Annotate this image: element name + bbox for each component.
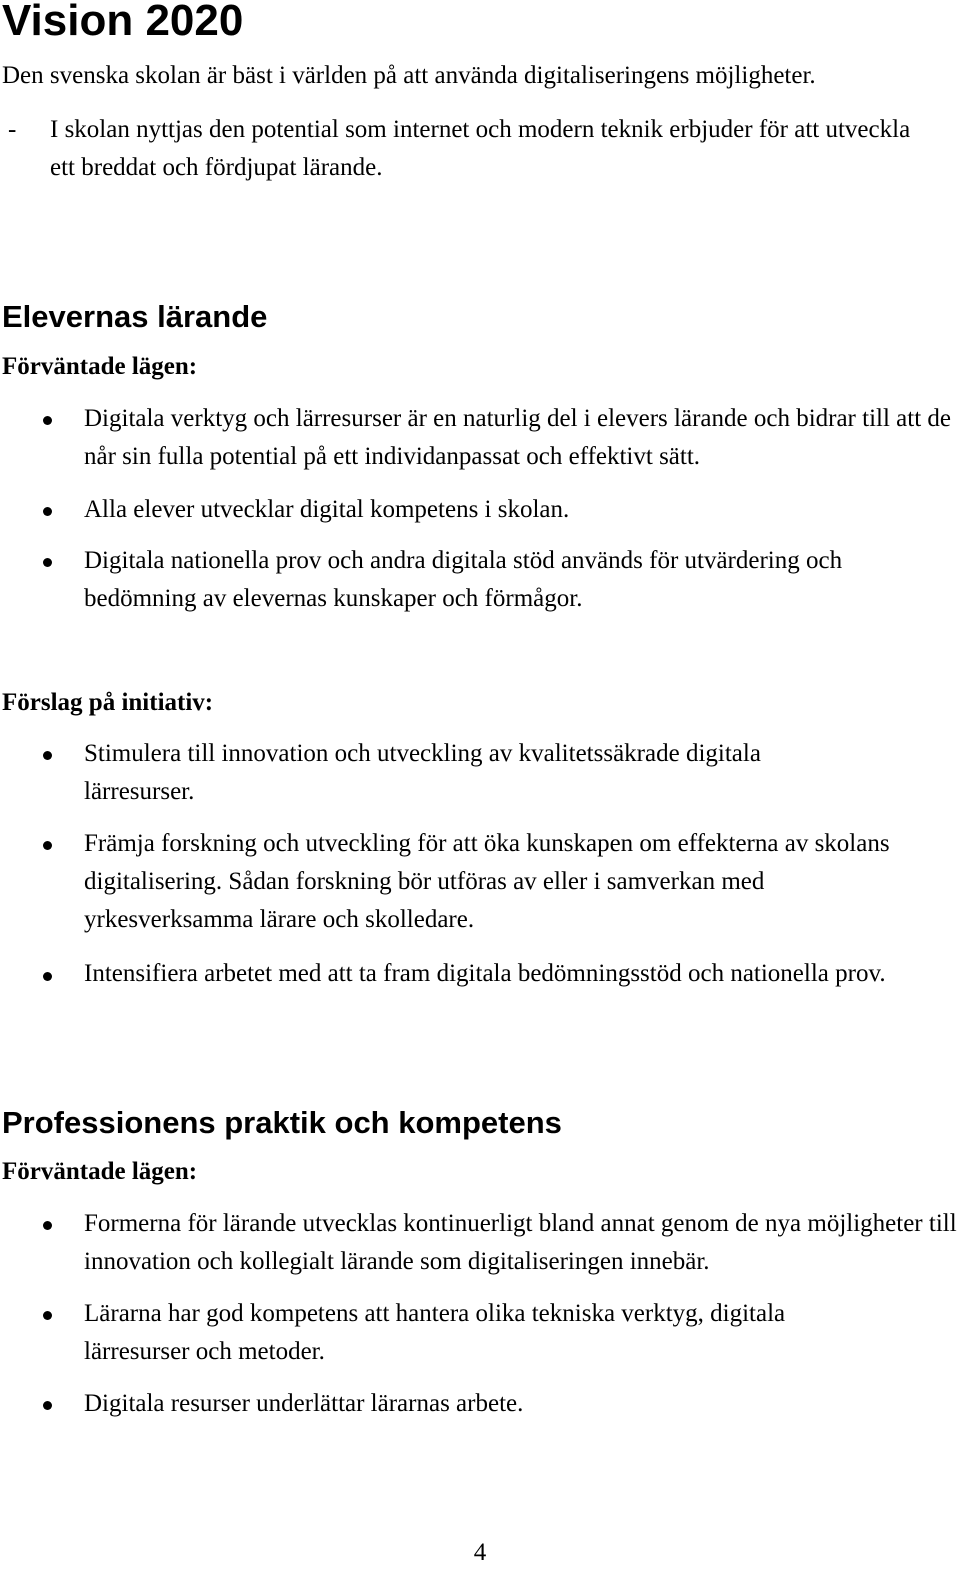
bullet-dot-icon	[43, 416, 52, 425]
expected-states-list	[0, 400, 958, 625]
list-item-text: Formerna för lärande utvecklas kontinuerligt bland annat genom de nya möjligheter till innovation och kollegialt lärande som digitaliseringen innebär.	[84, 1210, 957, 1275]
list-item	[0, 400, 958, 476]
intro-dash-text: I skolan nyttjas den potential som internet och modern teknik erbjuder för att utveckla ett breddat och fördjupat lärande.	[50, 116, 911, 181]
list-item	[0, 491, 958, 529]
bullet-dot-icon	[43, 1311, 52, 1320]
list-item	[0, 956, 958, 992]
bullet-dot-icon	[43, 751, 52, 760]
list-item	[0, 1295, 958, 1371]
list-item-text: Stimulera till innovation och utveckling av kvalitetssäkrade digitala lärresurser.	[84, 740, 761, 805]
list-item	[0, 542, 958, 618]
bullet-dot-icon	[43, 841, 52, 850]
initiative-list	[0, 735, 958, 1035]
page-number: 4	[473, 1539, 487, 1566]
dash-marker: -	[8, 116, 17, 143]
bullet-dot-icon	[43, 972, 52, 981]
list-item-text: Främja forskning och utveckling för att öka kunskapen om effekterna av skolans digitalisering. Sådan forskning bör utföras av eller i samverkan med yrkesverksamma lärare och skolledare.	[84, 830, 890, 933]
page-title: Vision 2020	[2, 0, 244, 45]
list-item	[0, 1385, 958, 1423]
list-item-text: Digitala verktyg och lärresurser är en naturlig del i elevers lärande och bidrar till att de når sin fulla potential på ett individanpassat och effektivt sätt.	[84, 405, 952, 470]
section-heading-professionens-praktik: Professionens praktik och kompetens	[2, 1105, 562, 1140]
subsection-heading-forvantade-lagen-2: Förväntade lägen:	[2, 1158, 198, 1185]
list-item-text: Lärarna har god kompetens att hantera olika tekniska verktyg, digitala lärresurser och metoder.	[84, 1300, 786, 1365]
bullet-dot-icon	[43, 507, 52, 516]
list-item-text: Digitala nationella prov och andra digitala stöd används för utvärdering och bedömning av elevernas kunskaper och förmågor.	[84, 547, 843, 612]
list-item-text: Digitala resurser underlättar lärarnas arbete.	[84, 1390, 524, 1417]
list-item-text: Alla elever utvecklar digital kompetens i skolan.	[84, 496, 570, 523]
professional-expected-states-list	[0, 1205, 958, 1430]
bullet-dot-icon	[43, 558, 52, 567]
intro-dash-item	[8, 111, 938, 187]
subsection-heading-forvantade-lagen: Förväntade lägen:	[2, 353, 198, 380]
list-item-text: Intensifiera arbetet med att ta fram digitala bedömningsstöd och nationella prov.	[84, 960, 886, 987]
bullet-dot-icon	[43, 1221, 52, 1230]
list-item	[0, 735, 958, 811]
list-item	[0, 825, 958, 939]
intro-paragraph: Den svenska skolan är bäst i världen på att använda digitaliseringens möjligheter.	[2, 62, 816, 89]
list-item	[0, 1205, 958, 1281]
section-heading-elevernas-larande: Elevernas lärande	[2, 299, 268, 334]
bullet-dot-icon	[43, 1401, 52, 1410]
subsection-heading-forslag-pa-initiativ: Förslag på initiativ:	[2, 689, 214, 716]
